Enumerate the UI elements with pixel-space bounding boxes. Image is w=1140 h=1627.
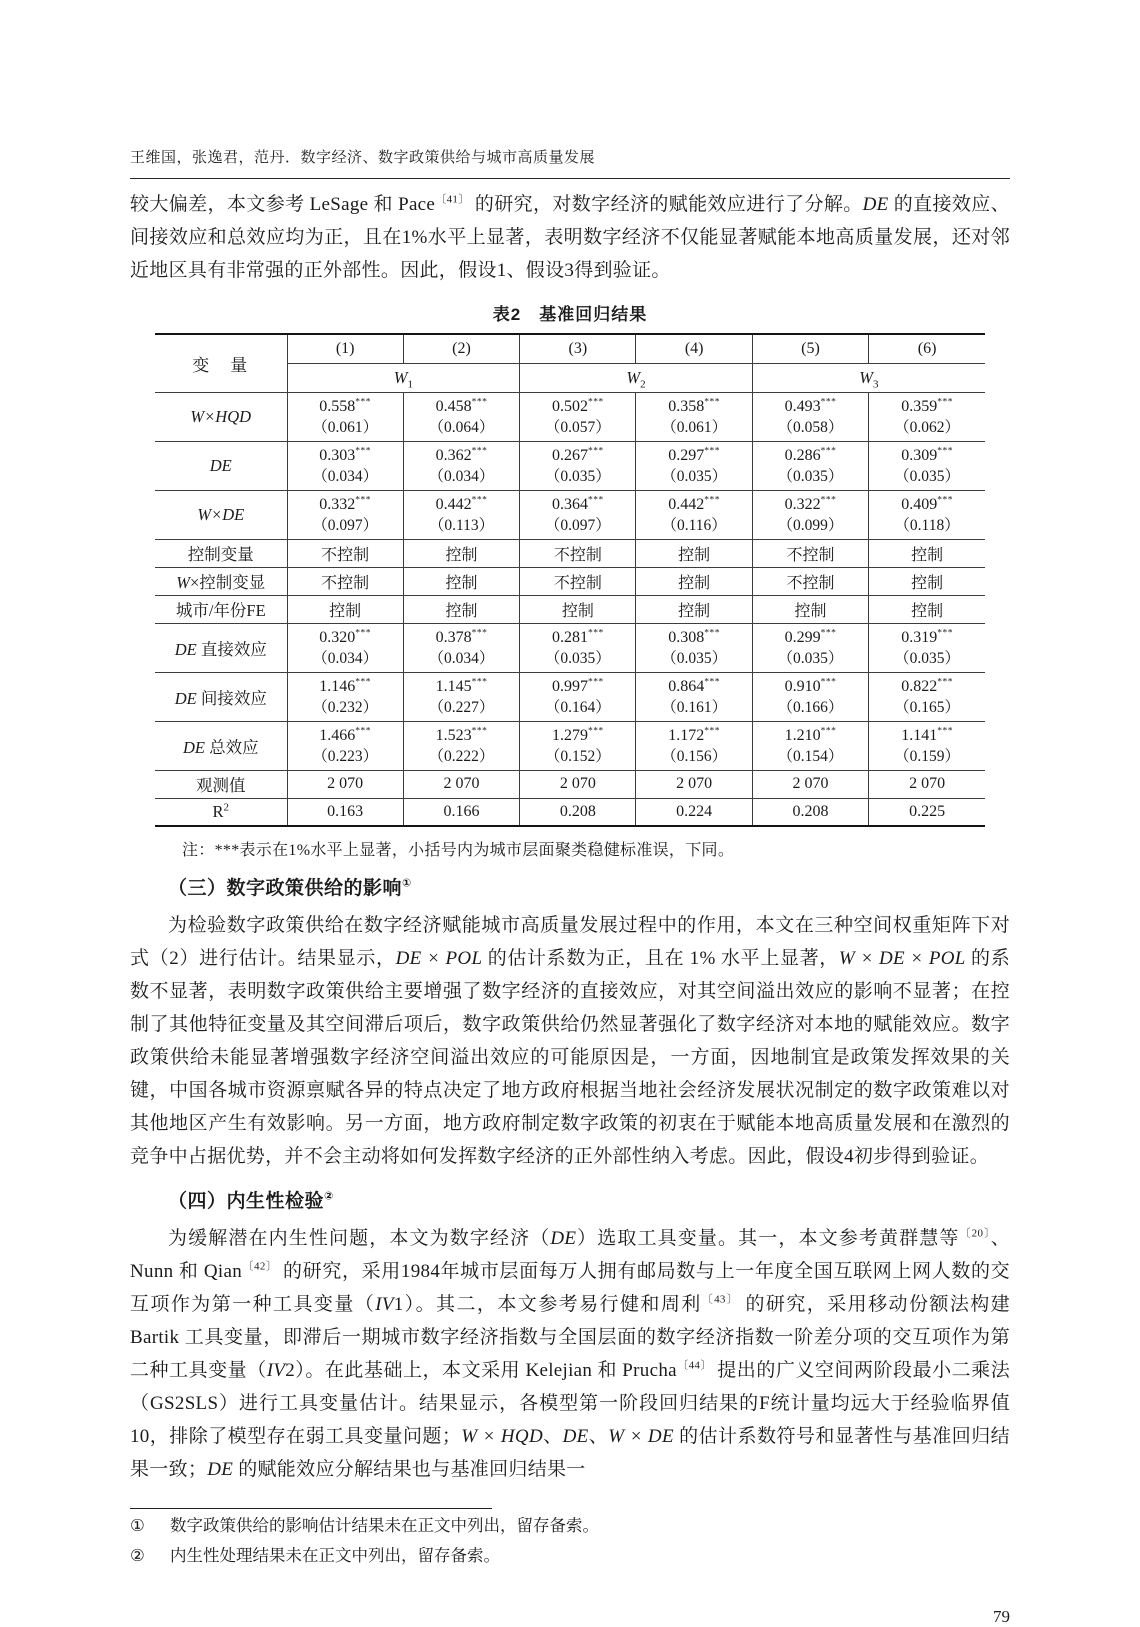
standard-error: （0.152） bbox=[544, 747, 611, 765]
standard-error: （0.057） bbox=[544, 418, 611, 436]
significance-stars: *** bbox=[587, 446, 604, 457]
significance-stars: *** bbox=[820, 446, 837, 457]
text-segment: 〔20〕 bbox=[959, 1227, 991, 1240]
estimate-cell bbox=[869, 623, 985, 672]
significance-stars: *** bbox=[937, 495, 953, 506]
estimate-cell bbox=[869, 721, 985, 770]
coefficient-value: 0.299*** bbox=[784, 628, 837, 646]
text-segment: DE bbox=[207, 1459, 234, 1480]
significance-stars: *** bbox=[937, 726, 953, 737]
control-cell: 控制 bbox=[752, 595, 868, 623]
significance-stars: *** bbox=[937, 628, 953, 639]
text-segment: ）选取工具变量。其一，本文参考黄群慧等 bbox=[576, 1228, 960, 1249]
significance-stars: *** bbox=[820, 495, 837, 506]
standard-error: （0.118） bbox=[894, 516, 960, 534]
control-cell: 控制 bbox=[403, 539, 519, 567]
text-segment: DE bbox=[174, 688, 197, 708]
control-cell: 控制 bbox=[403, 595, 519, 623]
control-cell: 控制 bbox=[287, 595, 403, 623]
estimate-cell bbox=[752, 392, 868, 441]
coefficient-value: 0.558*** bbox=[319, 397, 372, 415]
standard-error: （0.227） bbox=[428, 698, 495, 716]
text-segment: DE bbox=[174, 639, 197, 659]
control-cell: 0.208 bbox=[520, 798, 636, 826]
table-row bbox=[155, 490, 985, 539]
standard-error: （0.061） bbox=[661, 418, 728, 436]
coefficient-value: 1.523*** bbox=[435, 726, 488, 744]
significance-stars: *** bbox=[587, 628, 604, 639]
table-row bbox=[155, 392, 985, 441]
significance-stars: *** bbox=[471, 677, 488, 688]
estimate-cell bbox=[403, 721, 519, 770]
estimate-cell bbox=[869, 672, 985, 721]
text-segment: 的估计系数为正，且在 1% 水平上显著， bbox=[482, 948, 839, 969]
coefficient-value: 0.442*** bbox=[435, 495, 488, 513]
estimate-cell bbox=[287, 721, 403, 770]
policy-supply-paragraph bbox=[130, 909, 1010, 1173]
text-segment: 1）。其二，本文参考易行健和周利 bbox=[393, 1294, 702, 1315]
text-segment: 2 bbox=[223, 801, 229, 814]
coefficient-value: 0.309*** bbox=[901, 446, 953, 464]
text-segment: IV bbox=[266, 1360, 286, 1381]
coefficient-value: 0.303*** bbox=[319, 446, 372, 464]
estimate-cell bbox=[287, 490, 403, 539]
text-segment: W bbox=[176, 573, 190, 592]
header-row bbox=[155, 334, 985, 363]
row-label bbox=[155, 392, 287, 441]
text-segment: ② bbox=[324, 1190, 334, 1203]
text-segment: 的直接效应、间接效应和总效应均为正，且在1%水平上显著，表明数字经济不仅能显著赋能本地高质量发展，还对邻近地区具有非常强的正外部性。因此，假设1、假设3得到验证。 bbox=[130, 194, 1010, 281]
standard-error: （0.156） bbox=[661, 747, 728, 765]
control-cell: 控制 bbox=[403, 567, 519, 595]
significance-stars: *** bbox=[355, 446, 372, 457]
estimate-cell bbox=[869, 392, 985, 441]
significance-stars: *** bbox=[471, 726, 488, 737]
text-segment: R bbox=[212, 801, 224, 821]
table-row bbox=[155, 539, 985, 567]
estimate-cell bbox=[520, 392, 636, 441]
control-cell: 0.224 bbox=[636, 798, 752, 826]
text-segment: ① bbox=[402, 877, 412, 890]
significance-stars: *** bbox=[704, 628, 721, 639]
weight-matrix-header bbox=[752, 363, 985, 392]
text-segment: DE bbox=[562, 1426, 589, 1447]
standard-error: （0.223） bbox=[312, 747, 379, 765]
text-segment: W × DE bbox=[608, 1426, 674, 1447]
row-label bbox=[155, 595, 287, 623]
table-body bbox=[155, 392, 985, 826]
standard-error: （0.113） bbox=[428, 516, 495, 534]
text-segment: 为检验数字政策供给在数字经济赋能城市高质量发展过程中的作用，本文在三种空间权重矩阵下对式（2）进行估计。结果显示， bbox=[130, 915, 1010, 969]
coefficient-value: 0.320*** bbox=[319, 628, 372, 646]
estimate-cell bbox=[752, 623, 868, 672]
text-segment: 〔43〕 bbox=[701, 1293, 740, 1306]
standard-error: （0.058） bbox=[777, 418, 844, 436]
text-segment: 的研究，采用1984年城市层面每万人拥有邮局数与上一年度全国互联网上网人数的交互项作为第一种工具变量（ bbox=[130, 1261, 1010, 1315]
standard-error: （0.159） bbox=[894, 747, 961, 765]
text-segment: 总效应 bbox=[204, 737, 259, 757]
estimate-cell bbox=[752, 672, 868, 721]
significance-stars: *** bbox=[355, 677, 372, 688]
estimate-cell bbox=[636, 490, 752, 539]
significance-stars: *** bbox=[587, 677, 604, 688]
coefficient-value: 1.466*** bbox=[319, 726, 372, 744]
standard-error: （0.035） bbox=[777, 467, 844, 485]
standard-error: （0.166） bbox=[777, 698, 844, 716]
standard-error: （0.165） bbox=[894, 698, 961, 716]
text-segment: 间接效应 bbox=[196, 688, 267, 708]
control-cell: 2 070 bbox=[287, 770, 403, 798]
coefficient-value: 0.822*** bbox=[901, 677, 953, 695]
model-column-header: (6) bbox=[869, 334, 985, 363]
control-cell: 0.225 bbox=[869, 798, 985, 826]
text-segment: 观测值 bbox=[196, 776, 246, 795]
text-segment: 3 bbox=[873, 377, 879, 390]
standard-error: （0.034） bbox=[312, 467, 379, 485]
estimate-cell bbox=[752, 490, 868, 539]
model-column-header: (2) bbox=[403, 334, 519, 363]
text-segment: DE bbox=[550, 1228, 577, 1249]
control-cell: 控制 bbox=[869, 567, 985, 595]
row-label bbox=[155, 490, 287, 539]
coefficient-value: 0.910*** bbox=[784, 677, 837, 695]
variable-header: 变 量 bbox=[155, 334, 287, 392]
control-cell: 不控制 bbox=[520, 539, 636, 567]
significance-stars: *** bbox=[704, 446, 721, 457]
section-heading-endogeneity bbox=[130, 1186, 1010, 1213]
estimate-cell bbox=[636, 623, 752, 672]
control-cell: 控制 bbox=[520, 595, 636, 623]
estimate-cell bbox=[287, 441, 403, 490]
text-segment: 2）。在此基础上，本文采用 Kelejian 和 Prucha bbox=[285, 1360, 677, 1381]
standard-error: （0.035） bbox=[661, 649, 728, 667]
text-segment: 、Nunn 和 Qian bbox=[130, 1228, 1011, 1282]
significance-stars: *** bbox=[704, 397, 721, 408]
significance-stars: *** bbox=[937, 397, 953, 408]
coefficient-value: 0.362*** bbox=[435, 446, 488, 464]
estimate-cell bbox=[403, 490, 519, 539]
standard-error: （0.035） bbox=[661, 467, 728, 485]
coefficient-value: 0.502*** bbox=[551, 397, 604, 415]
table-row bbox=[155, 721, 985, 770]
text-segment: 1 bbox=[407, 377, 413, 390]
table-row bbox=[155, 770, 985, 798]
significance-stars: *** bbox=[471, 495, 488, 506]
control-cell: 不控制 bbox=[752, 539, 868, 567]
table-title: 表2 基准回归结果 bbox=[492, 305, 648, 324]
footnote-divider bbox=[130, 1508, 492, 1509]
estimate-cell bbox=[520, 672, 636, 721]
significance-stars: *** bbox=[704, 726, 721, 737]
table-row bbox=[155, 672, 985, 721]
text-segment: 〔42〕 bbox=[242, 1260, 278, 1273]
weight-matrix-header bbox=[287, 363, 520, 392]
row-label bbox=[155, 539, 287, 567]
estimate-cell bbox=[636, 392, 752, 441]
standard-error: （0.035） bbox=[544, 467, 611, 485]
control-cell: 0.208 bbox=[752, 798, 868, 826]
standard-error: （0.097） bbox=[544, 516, 611, 534]
text-segment: 直接效应 bbox=[196, 639, 267, 659]
text-segment: DE bbox=[209, 455, 232, 475]
control-cell: 控制 bbox=[869, 539, 985, 567]
estimate-cell bbox=[869, 441, 985, 490]
footnote-marker: ① bbox=[130, 1516, 145, 1535]
coefficient-value: 0.458*** bbox=[435, 397, 488, 415]
coefficient-value: 0.493*** bbox=[784, 397, 837, 415]
estimate-cell bbox=[403, 672, 519, 721]
standard-error: （0.222） bbox=[428, 747, 495, 765]
control-cell: 0.163 bbox=[287, 798, 403, 826]
estimate-cell bbox=[636, 672, 752, 721]
text-segment: 、 bbox=[588, 1426, 609, 1447]
text-segment: 的研究，对数字经济的赋能效应进行了分解。 bbox=[469, 194, 863, 215]
estimate-cell bbox=[752, 441, 868, 490]
table-row bbox=[155, 798, 985, 826]
significance-stars: *** bbox=[820, 726, 837, 737]
text-segment: W×DE bbox=[197, 504, 245, 524]
standard-error: （0.097） bbox=[312, 516, 379, 534]
model-column-header: (5) bbox=[752, 334, 868, 363]
control-cell: 2 070 bbox=[752, 770, 868, 798]
estimate-cell bbox=[636, 441, 752, 490]
text-segment: W × HQD bbox=[461, 1426, 543, 1447]
control-cell: 不控制 bbox=[287, 567, 403, 595]
table-row bbox=[155, 623, 985, 672]
estimate-cell bbox=[403, 623, 519, 672]
text-segment: 为缓解潜在内生性问题，本文为数字经济（ bbox=[168, 1228, 551, 1249]
coefficient-value: 1.146*** bbox=[319, 677, 372, 695]
footnote-marker: ② bbox=[130, 1546, 145, 1565]
control-cell: 控制 bbox=[636, 595, 752, 623]
significance-stars: *** bbox=[355, 726, 372, 737]
page-number: 79 bbox=[993, 1607, 1010, 1626]
table-row bbox=[155, 595, 985, 623]
model-column-header: (3) bbox=[520, 334, 636, 363]
coefficient-value: 0.319*** bbox=[901, 628, 953, 646]
significance-stars: *** bbox=[820, 677, 837, 688]
coefficient-value: 0.997*** bbox=[551, 677, 604, 695]
text-segment: 的研究，采用移动份额法构建 Bartik 工具变量，即滞后一期城市数字经济指数与全国层面的数字经济指数一阶差分项的交互项作为第二种工具变量（ bbox=[130, 1294, 1010, 1381]
estimate-cell bbox=[520, 441, 636, 490]
coefficient-value: 1.210*** bbox=[784, 726, 837, 744]
estimate-cell bbox=[636, 721, 752, 770]
text-segment: W×HQD bbox=[190, 406, 252, 426]
table-header bbox=[155, 334, 985, 392]
standard-error: （0.035） bbox=[894, 649, 961, 667]
model-column-header: (1) bbox=[287, 334, 403, 363]
table-row bbox=[155, 441, 985, 490]
text-segment: （三）数字政策供给的影响 bbox=[168, 878, 403, 899]
estimate-cell bbox=[869, 490, 985, 539]
text-segment: 提出的广义空间两阶段最小二乘法（GS2SLS）进行工具变量估计。结果显示，各模型第一阶段回归结果的F统计量均远大于经验临界值10，排除了模型存在弱工具变量问题； bbox=[130, 1360, 1010, 1447]
significance-stars: *** bbox=[587, 726, 604, 737]
significance-stars: *** bbox=[820, 628, 837, 639]
footnote-item bbox=[130, 1542, 1010, 1569]
coefficient-value: 0.297*** bbox=[668, 446, 721, 464]
standard-error: （0.062） bbox=[894, 418, 961, 436]
text-segment: W bbox=[859, 367, 874, 387]
standard-error: （0.061） bbox=[312, 418, 379, 436]
significance-stars: *** bbox=[820, 397, 837, 408]
row-label bbox=[155, 623, 287, 672]
running-head: 王维国，张逸君，范丹．数字经济、数字政策供给与城市高质量发展 bbox=[130, 146, 1010, 179]
control-cell: 不控制 bbox=[752, 567, 868, 595]
standard-error: （0.035） bbox=[894, 467, 961, 485]
estimate-cell bbox=[403, 441, 519, 490]
significance-stars: *** bbox=[355, 628, 372, 639]
row-label bbox=[155, 567, 287, 595]
coefficient-value: 1.172*** bbox=[668, 726, 721, 744]
text-segment: 较大偏差，本文参考 LeSage 和 Pace bbox=[130, 194, 436, 215]
regression-table bbox=[155, 333, 985, 827]
model-column-header: (4) bbox=[636, 334, 752, 363]
control-cell: 2 070 bbox=[869, 770, 985, 798]
footnote-text: 内生性处理结果未在正文中列出，留存备索。 bbox=[170, 1546, 500, 1565]
text-segment: W × DE × POL bbox=[838, 948, 966, 969]
coefficient-value: 0.359*** bbox=[901, 397, 953, 415]
coefficient-value: 0.442*** bbox=[668, 495, 721, 513]
standard-error: （0.064） bbox=[428, 418, 495, 436]
control-cell: 不控制 bbox=[520, 567, 636, 595]
text-segment: 〔41〕 bbox=[435, 193, 470, 206]
significance-stars: *** bbox=[355, 495, 372, 506]
coefficient-value: 1.145*** bbox=[435, 677, 488, 695]
text-segment: W bbox=[626, 367, 641, 387]
coefficient-value: 1.141*** bbox=[901, 726, 953, 744]
standard-error: （0.154） bbox=[777, 747, 844, 765]
text-segment: ×控制变显 bbox=[189, 573, 266, 592]
text-segment: 的估计系数符号和显著性与基准回归结果一致； bbox=[130, 1426, 1010, 1480]
standard-error: （0.099） bbox=[777, 516, 844, 534]
coefficient-value: 0.322*** bbox=[784, 495, 837, 513]
estimate-cell bbox=[520, 490, 636, 539]
control-cell: 2 070 bbox=[520, 770, 636, 798]
significance-stars: *** bbox=[471, 628, 488, 639]
standard-error: （0.161） bbox=[661, 698, 728, 716]
footnote-item bbox=[130, 1512, 1010, 1539]
significance-stars: *** bbox=[704, 677, 721, 688]
estimate-cell bbox=[520, 623, 636, 672]
text-segment: 城市/年份FE bbox=[175, 601, 266, 620]
standard-error: （0.035） bbox=[777, 649, 844, 667]
row-label bbox=[155, 770, 287, 798]
estimate-cell bbox=[287, 672, 403, 721]
text-segment: 2 bbox=[640, 377, 646, 390]
standard-error: （0.164） bbox=[544, 698, 611, 716]
estimate-cell bbox=[287, 623, 403, 672]
significance-stars: *** bbox=[471, 397, 488, 408]
coefficient-value: 1.279*** bbox=[551, 726, 604, 744]
significance-stars: *** bbox=[471, 446, 488, 457]
coefficient-value: 0.267*** bbox=[551, 446, 604, 464]
text-segment: W bbox=[393, 367, 408, 387]
standard-error: （0.035） bbox=[544, 649, 611, 667]
text-segment: DE × POL bbox=[395, 948, 483, 969]
text-segment: 〔44〕 bbox=[676, 1359, 712, 1372]
coefficient-value: 0.281*** bbox=[551, 628, 604, 646]
row-label bbox=[155, 672, 287, 721]
significance-stars: *** bbox=[355, 397, 372, 408]
weight-matrix-header bbox=[520, 363, 753, 392]
estimate-cell bbox=[287, 392, 403, 441]
coefficient-value: 0.864*** bbox=[668, 677, 721, 695]
standard-error: （0.034） bbox=[312, 649, 379, 667]
text-segment: 的赋能效应分解结果也与基准回归结果一 bbox=[233, 1459, 586, 1480]
text-segment: DE bbox=[182, 737, 205, 757]
standard-error: （0.116） bbox=[661, 516, 727, 534]
coefficient-value: 0.364*** bbox=[551, 495, 604, 513]
paragraph-continuation bbox=[130, 188, 1010, 287]
coefficient-value: 0.358*** bbox=[668, 397, 721, 415]
estimate-cell bbox=[520, 721, 636, 770]
control-cell: 控制 bbox=[636, 539, 752, 567]
significance-stars: *** bbox=[937, 446, 953, 457]
significance-stars: *** bbox=[587, 397, 604, 408]
coefficient-value: 0.378*** bbox=[435, 628, 488, 646]
significance-stars: *** bbox=[704, 495, 721, 506]
control-cell: 0.166 bbox=[403, 798, 519, 826]
table-note: 注：***表示在1%水平上显著，小括号内为城市层面聚类稳健标准误，下同。 bbox=[182, 842, 735, 859]
coefficient-value: 0.409*** bbox=[901, 495, 953, 513]
estimate-cell bbox=[752, 721, 868, 770]
text-segment: 控制变量 bbox=[187, 545, 254, 564]
endogeneity-paragraph bbox=[130, 1222, 1010, 1486]
control-cell: 不控制 bbox=[287, 539, 403, 567]
table-row bbox=[155, 567, 985, 595]
coefficient-value: 0.308*** bbox=[668, 628, 721, 646]
control-cell: 2 070 bbox=[403, 770, 519, 798]
coefficient-value: 0.286*** bbox=[784, 446, 837, 464]
control-cell: 控制 bbox=[869, 595, 985, 623]
significance-stars: *** bbox=[937, 677, 953, 688]
control-cell: 控制 bbox=[636, 567, 752, 595]
row-label bbox=[155, 441, 287, 490]
coefficient-value: 0.332*** bbox=[319, 495, 372, 513]
standard-error: （0.034） bbox=[428, 649, 495, 667]
row-label bbox=[155, 798, 287, 826]
text-segment: 、 bbox=[542, 1426, 563, 1447]
footnote-block bbox=[130, 1508, 1010, 1569]
text-segment: IV bbox=[375, 1294, 394, 1315]
significance-stars: *** bbox=[587, 495, 604, 506]
section-heading-policy-supply bbox=[130, 873, 1010, 900]
standard-error: （0.232） bbox=[312, 698, 379, 716]
text-segment: 的系数不显著，表明数字政策供给主要增强了数字经济的直接效应，对其空间溢出效应的影响不显著；在控制了其他特征变量及其空间滞后项后，数字政策供给仍然显著强化了数字经济对本地的赋能效应。数字政策供给未能显著增强数字经济空间溢出效应的可能原因是，一方面，因地制宜是政策发挥效果的关键，中国各城市资源禀赋各异的特点决定了地方政府根据当地社会经济发展状况制定的数字政策难以对其他地区产生有效影响。另一方面，地方政府制定数字政策的初衷在于赋能本地高质量发展和在激烈的竞争中占据优势，并不会主动将如何发挥数字经济的正外部性纳入考虑。因此，假设4初步得到验证。 bbox=[130, 948, 1010, 1167]
standard-error: （0.034） bbox=[428, 467, 495, 485]
row-label bbox=[155, 721, 287, 770]
text-segment: DE bbox=[862, 194, 889, 215]
text-segment: （四）内生性检验 bbox=[168, 1191, 325, 1212]
control-cell: 2 070 bbox=[636, 770, 752, 798]
footnote-text: 数字政策供给的影响估计结果未在正文中列出，留存备索。 bbox=[170, 1516, 599, 1535]
estimate-cell bbox=[403, 392, 519, 441]
